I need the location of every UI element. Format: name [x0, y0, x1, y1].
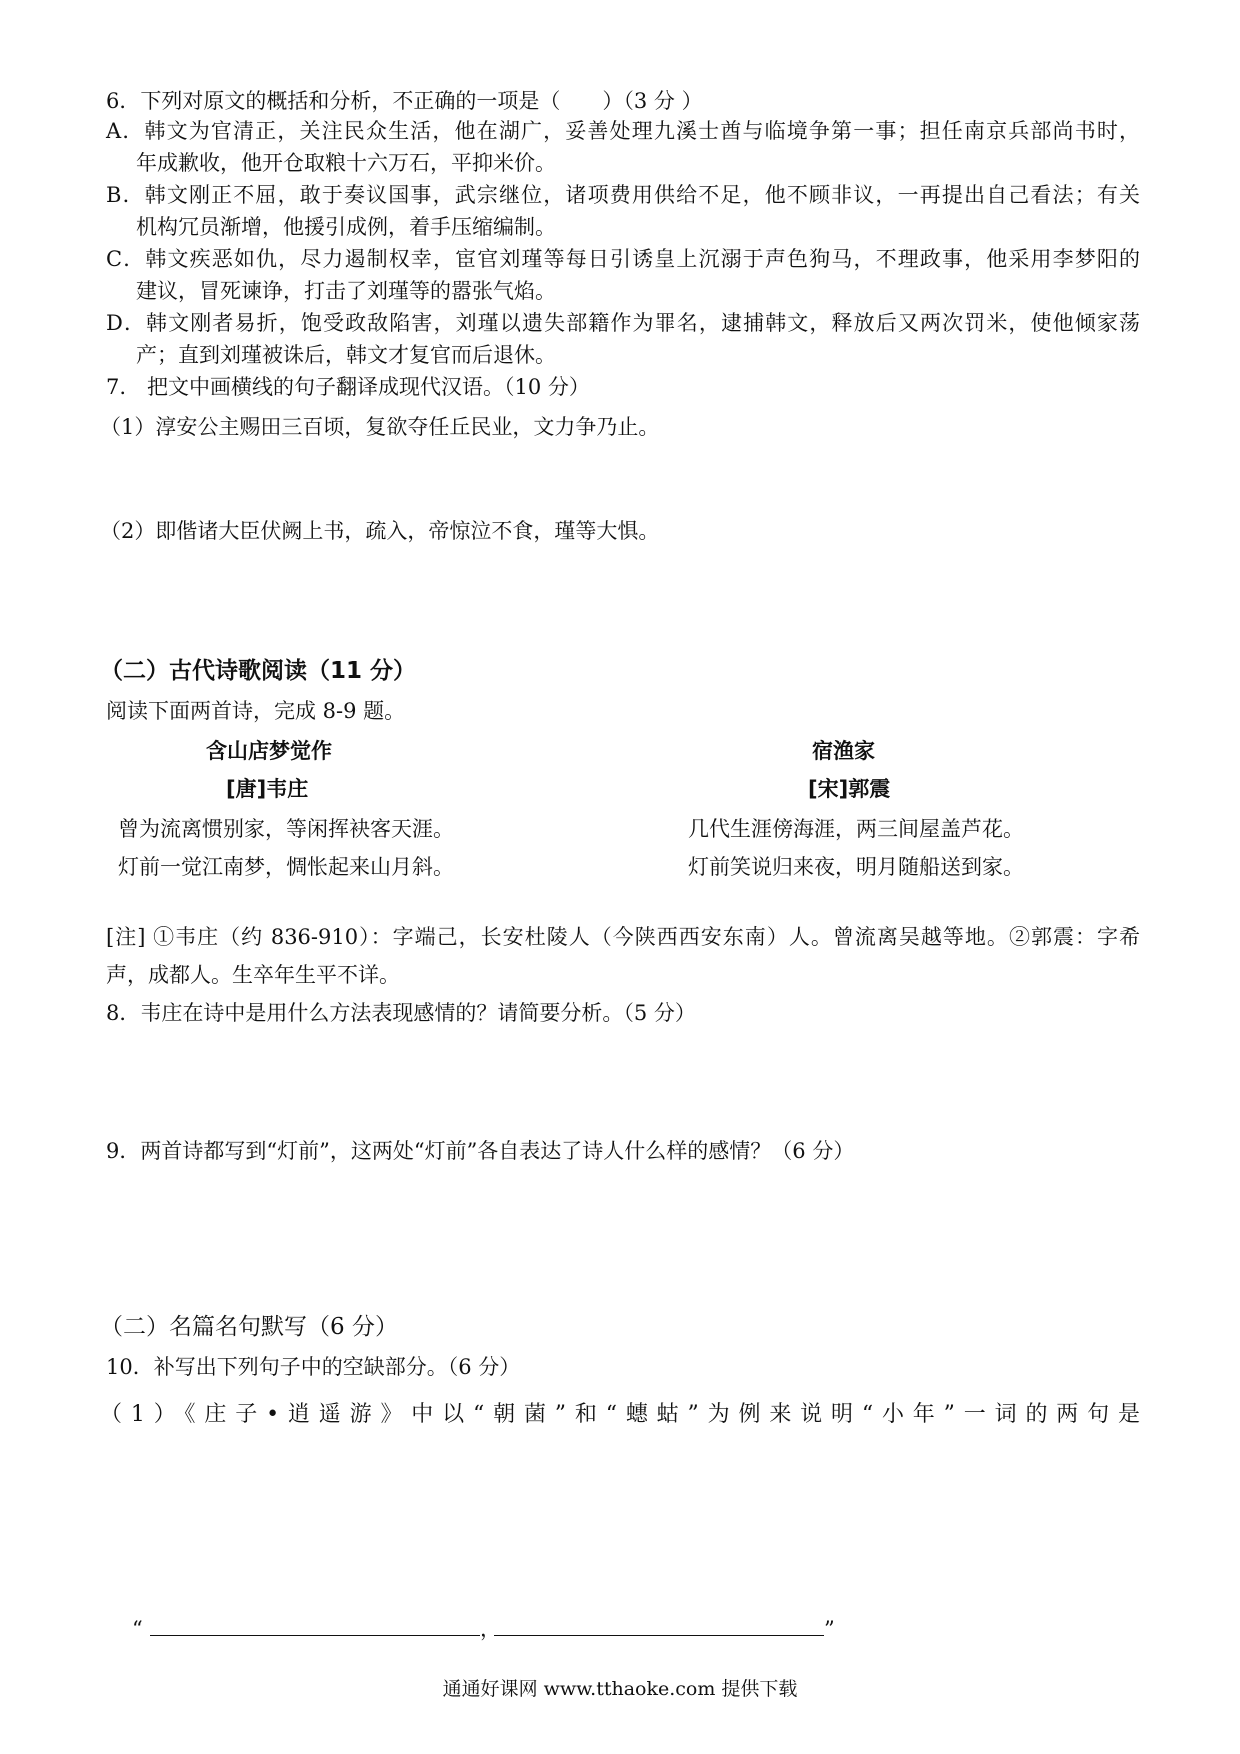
poem2-title: 宿渔家	[812, 739, 875, 763]
q6-option-d-cont: 产；直到刘瑾被诛后，韩文才复官而后退休。	[136, 343, 556, 367]
q6-stem: 6．下列对原文的概括和分析，不正确的一项是（ ）（3 分 ）	[106, 89, 703, 113]
section-recite-heading: （二）名篇名句默写（6 分）	[100, 1314, 398, 1340]
q9-stem: 9．两首诗都写到“灯前”，这两处“灯前”各自表达了诗人什么样的感情？（6 分）	[106, 1139, 855, 1163]
section-poetry-intro: 阅读下面两首诗，完成 8-9 题。	[106, 699, 406, 723]
poem-note: [注] ①韦庄（约 836-910）：字端己，长安杜陵人（今陕西西安东南）人。曾流离吴越等地。②郭震：字希	[106, 925, 1140, 949]
q10-comma: ，	[480, 1617, 501, 1641]
q7-sentence-1: （1）淳安公主赐田三百顷，复欲夺任丘民业，文力争乃止。	[100, 415, 660, 439]
q8-stem: 8．韦庄在诗中是用什么方法表现感情的？请简要分析。（5 分）	[106, 1001, 696, 1025]
poem-note-cont: 声，成都人。生卒年生平不详。	[106, 963, 400, 987]
poem1-author: [唐]韦庄	[226, 777, 309, 801]
page-footer: 通通好课网 www.tthaoke.com 提供下载	[442, 1678, 798, 1700]
section-poetry-heading: （二）古代诗歌阅读（11 分）	[100, 658, 417, 684]
q6-option-c: C．韩文疾恶如仇，尽力遏制权幸，宦官刘瑾等每日引诱皇上沉溺于声色狗马，不理政事，他采用李梦阳的	[106, 247, 1140, 271]
q10-open-quote: “	[132, 1617, 143, 1641]
q10-stem: 10．补写出下列句子中的空缺部分。（6 分）	[106, 1355, 521, 1379]
poem1-line-1: 曾为流离惯别家，等闲挥袂客天涯。	[118, 817, 454, 841]
poem2-line-1: 几代生涯傍海涯，两三间屋盖芦花。	[688, 817, 1024, 841]
q7-stem: 7. 把文中画横线的句子翻译成现代汉语。（10 分）	[106, 375, 590, 399]
poem1-title: 含山店梦觉作	[206, 739, 332, 763]
q6-option-a-cont: 年成歉收，他开仓取粮十六万石，平抑米价。	[136, 151, 556, 175]
q6-option-b-cont: 机构冗员渐增，他援引成例，着手压缩编制。	[136, 215, 556, 239]
poem2-author: [宋]郭震	[808, 777, 891, 801]
q10-close-quote: ”	[824, 1617, 835, 1641]
q6-option-a: A．韩文为官清正，关注民众生活，他在湖广，妥善处理九溪士酋与临境争第一事；担任南京兵部尚书时，	[106, 119, 1140, 143]
q10-blank-2[interactable]	[494, 1634, 824, 1636]
q6-option-b: B．韩文刚正不屈，敢于奏议国事，武宗继位，诸项费用供给不足，他不顾非议，一再提出自己看法；有关	[106, 183, 1140, 207]
poem1-line-2: 灯前一觉江南梦，惆怅起来山月斜。	[118, 855, 454, 879]
q10-blank-1[interactable]	[150, 1634, 480, 1636]
q6-option-c-cont: 建议，冒死谏诤，打击了刘瑾等的嚣张气焰。	[136, 279, 556, 303]
q10-sentence-1: （1）《庄子•逍遥游》中以“朝菌”和“蟪蛄”为例来说明“小年”一词的两句是	[100, 1402, 1140, 1427]
poem2-line-2: 灯前笑说归来夜，明月随船送到家。	[688, 855, 1024, 879]
q6-option-d: D．韩文刚者易折，饱受政敌陷害，刘瑾以遗失部籍作为罪名，逮捕韩文，释放后又两次罚米，使他倾家荡	[106, 311, 1140, 335]
q7-sentence-2: （2）即偕诸大臣伏阙上书，疏入，帝惊泣不食，瑾等大惧。	[100, 519, 660, 543]
